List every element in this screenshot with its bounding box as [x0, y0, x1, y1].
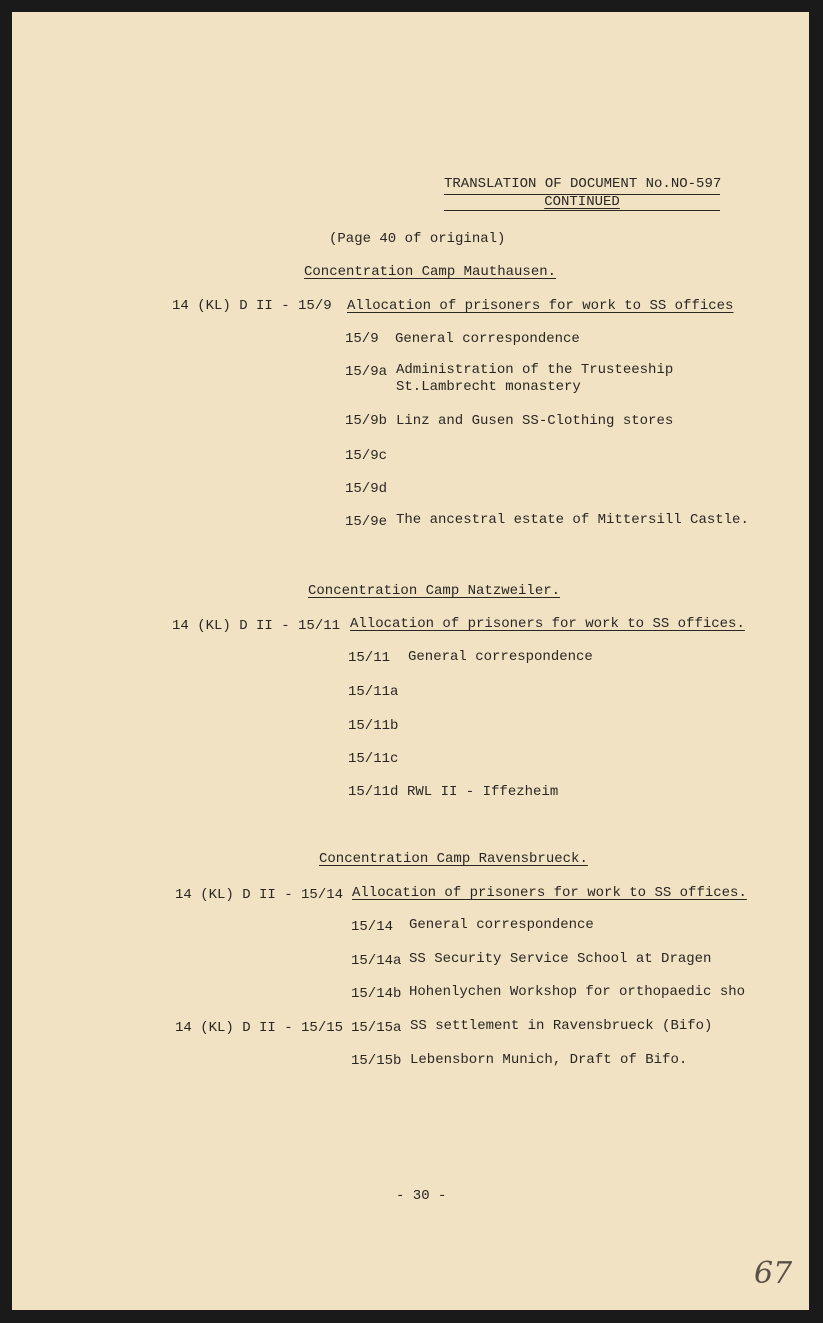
section-main-ref: 14 (KL) D II - 15/9 — [172, 298, 332, 314]
page-reference: (Page 40 of original) — [329, 231, 506, 247]
item-text: Linz and Gusen SS-Clothing stores — [396, 413, 674, 429]
section-camp-title: Concentration Camp Ravensbrueck. — [319, 851, 588, 867]
section-main-title: Allocation of prisoners for work to SS offices. — [350, 616, 745, 632]
header-title: TRANSLATION OF DOCUMENT No.NO-597 — [444, 176, 722, 192]
item-code: 15/9b — [345, 413, 388, 429]
item-code: 15/15b — [351, 1053, 402, 1069]
document-page — [12, 12, 809, 1310]
item-code: 15/9d — [345, 481, 388, 497]
item-text: The ancestral estate of Mittersill Castle. — [396, 512, 749, 528]
item-text-continued: St.Lambrecht monastery — [396, 379, 581, 395]
header-subtitle: CONTINUED — [544, 194, 620, 210]
item-code: 15/9e — [345, 514, 388, 530]
handwritten-folio-number: 67 — [754, 1256, 793, 1291]
item-code: 15/14b — [351, 986, 402, 1002]
header-subtitle-wrap — [444, 194, 720, 211]
section-main-title: Allocation of prisoners for work to SS offices. — [352, 885, 747, 901]
item-code: 15/11a — [348, 684, 399, 700]
item-text: General correspondence — [395, 331, 580, 347]
section-camp-title: Concentration Camp Mauthausen. — [304, 264, 557, 280]
item-code: 15/14 — [351, 919, 394, 935]
item-text: Administration of the Trusteeship — [396, 362, 674, 378]
item-code: 15/15a — [351, 1020, 402, 1036]
item-code: 15/9c — [345, 448, 388, 464]
section-extra-ref: 14 (KL) D II - 15/15 — [175, 1020, 344, 1036]
item-text: Lebensborn Munich, Draft of Bifo. — [410, 1052, 688, 1068]
item-text: General correspondence — [409, 917, 594, 933]
item-code: 15/11b — [348, 718, 399, 734]
section-main-title: Allocation of prisoners for work to SS offices — [347, 298, 734, 314]
section-main-ref: 14 (KL) D II - 15/11 — [172, 618, 341, 634]
section-camp-title: Concentration Camp Natzweiler. — [308, 583, 561, 599]
item-text: General correspondence — [408, 649, 593, 665]
item-code: 15/9 — [345, 331, 379, 347]
page-number: - 30 - — [396, 1188, 447, 1204]
item-code: 15/11 — [348, 650, 391, 666]
item-code: 15/14a — [351, 953, 402, 969]
item-text: RWL II - Iffezheim — [407, 784, 559, 800]
section-main-ref: 14 (KL) D II - 15/14 — [175, 887, 344, 903]
item-code: 15/11c — [348, 751, 399, 767]
item-text: Hohenlychen Workshop for orthopaedic sho — [409, 984, 746, 1000]
item-text: SS Security Service School at Dragen — [409, 951, 712, 967]
header-title-wrap — [444, 176, 720, 195]
item-code: 15/9a — [345, 364, 388, 380]
item-text: SS settlement in Ravensbrueck (Bifo) — [410, 1018, 713, 1034]
item-code: 15/11d — [348, 784, 399, 800]
